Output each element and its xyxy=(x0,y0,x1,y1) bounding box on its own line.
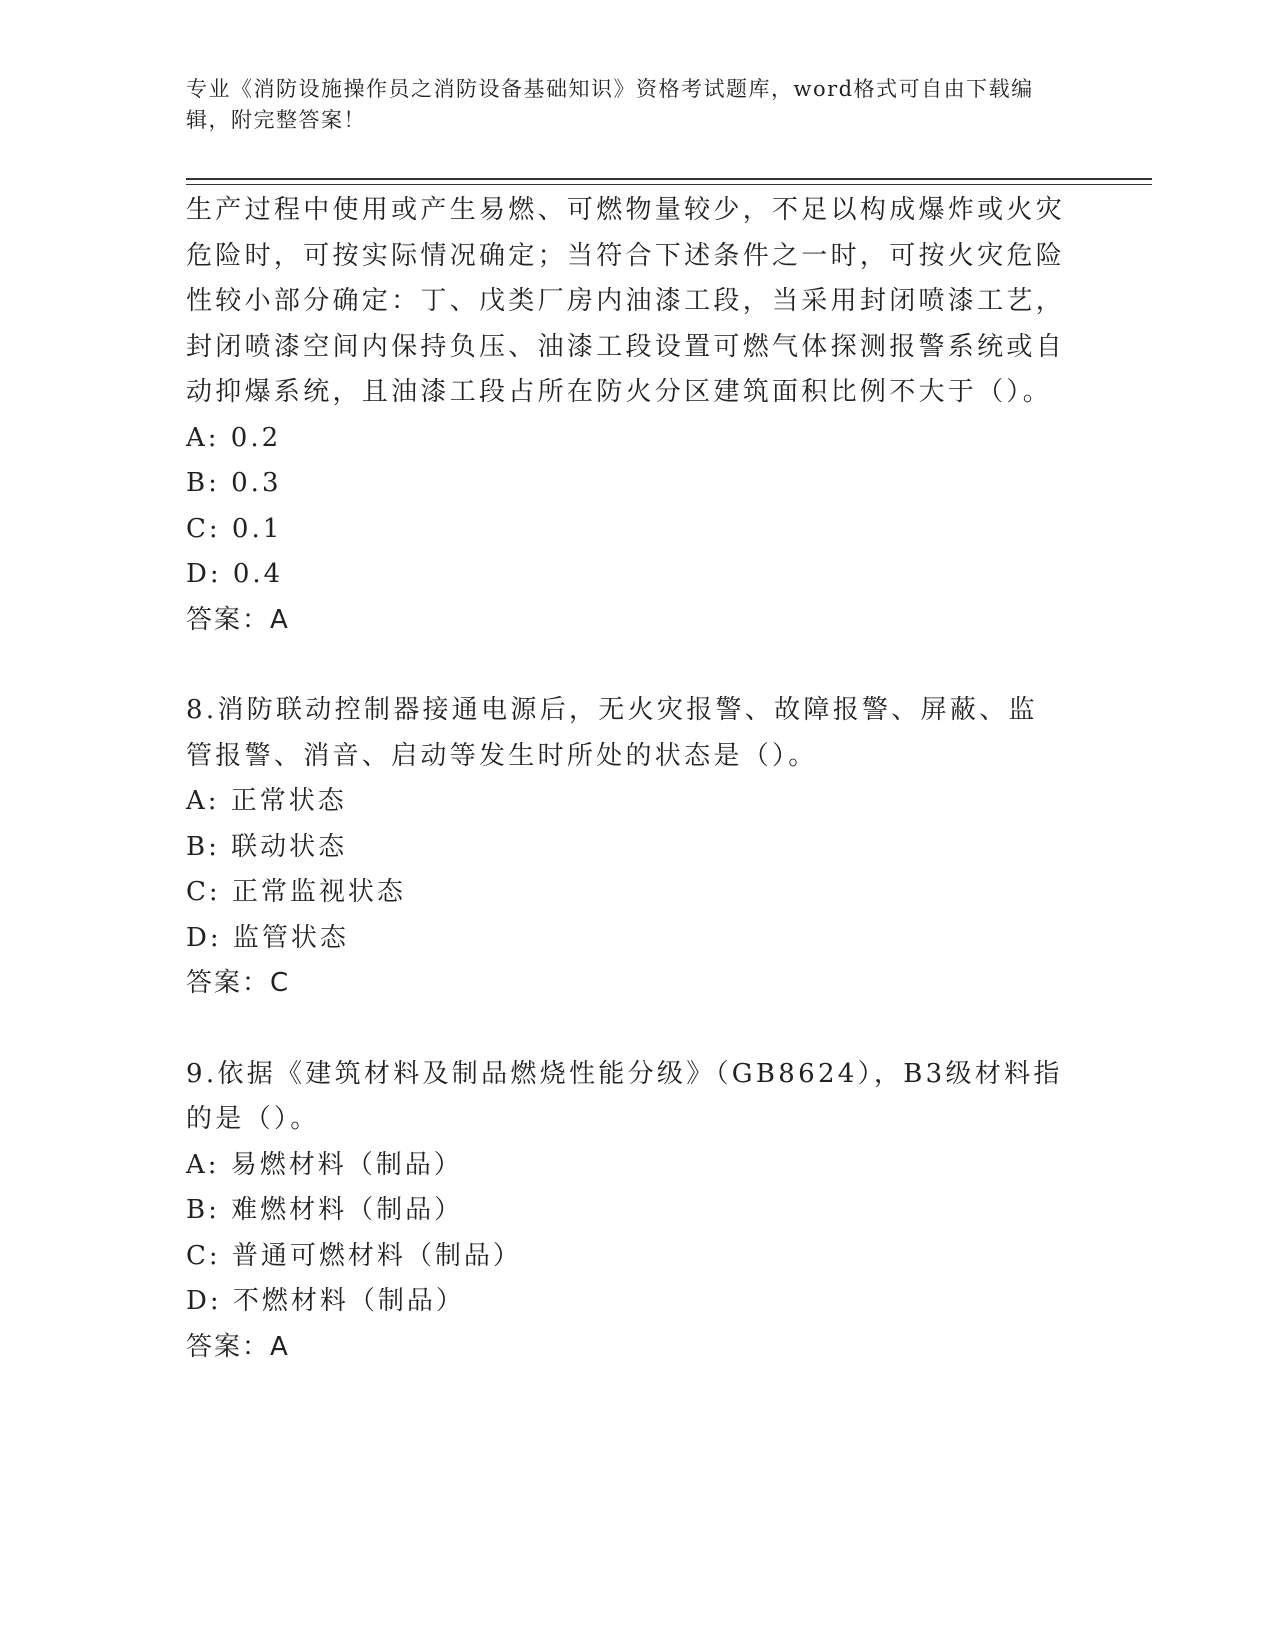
option-c: C: 正常监视状态 xyxy=(186,877,406,907)
option-d: D: 0.4 xyxy=(186,559,284,589)
question-stem: 生产过程中使用或产生易燃、可燃物量较少，不足以构成爆炸或火灾危险时，可按实际情况确定；当符合下述条件之一时，可按火灾危险性较小部分确定：丁、戊类厂房内油漆工段，当采用封闭喷漆工艺，封闭喷漆空间内保持负压、油漆工段设置可燃气体探测报警系统或自动抑爆系统，且油漆工段占所在防火分区建筑面积比例不大于（）。 xyxy=(186,195,1066,407)
option-d: D: 监管状态 xyxy=(186,922,349,953)
option-b: B: 联动状态 xyxy=(186,831,348,862)
question-stem: 8.消防联动控制器接通电源后，无火灾报警、故障报警、屏蔽、监管报警、消音、启动等发生时所处的状态是（）。 xyxy=(186,695,1038,771)
answer-line: 答案：A xyxy=(186,1331,290,1362)
question-list xyxy=(186,188,1066,1370)
header-rule-thick xyxy=(186,178,1152,180)
question-9 xyxy=(186,1052,1066,1371)
question-8 xyxy=(186,688,1066,1007)
option-a: A: 易燃材料（制品） xyxy=(186,1149,463,1180)
header-rule-thin xyxy=(186,184,1152,185)
option-a: A: 正常状态 xyxy=(186,786,347,816)
question-7 xyxy=(186,188,1066,643)
option-c: C: 0.1 xyxy=(186,513,283,544)
option-b: B: 难燃材料（制品） xyxy=(186,1195,464,1225)
answer-line: 答案：A xyxy=(186,604,290,635)
option-c: C: 普通可燃材料（制品） xyxy=(186,1240,522,1271)
question-stem: 9.依据《建筑材料及制品燃烧性能分级》（GB8624），B3级材料指的是（）。 xyxy=(186,1058,1063,1134)
option-d: D: 不燃材料（制品） xyxy=(186,1286,465,1316)
option-a: A: 0.2 xyxy=(186,422,282,453)
answer-line: 答案：C xyxy=(186,968,291,998)
question-spacer xyxy=(186,643,1066,688)
document-header: 专业《消防设施操作员之消防设备基础知识》资格考试题库，word格式可自由下载编辑，附完整答案！ xyxy=(186,77,1034,132)
option-b: B: 0.3 xyxy=(186,468,282,498)
question-spacer xyxy=(186,1007,1066,1052)
